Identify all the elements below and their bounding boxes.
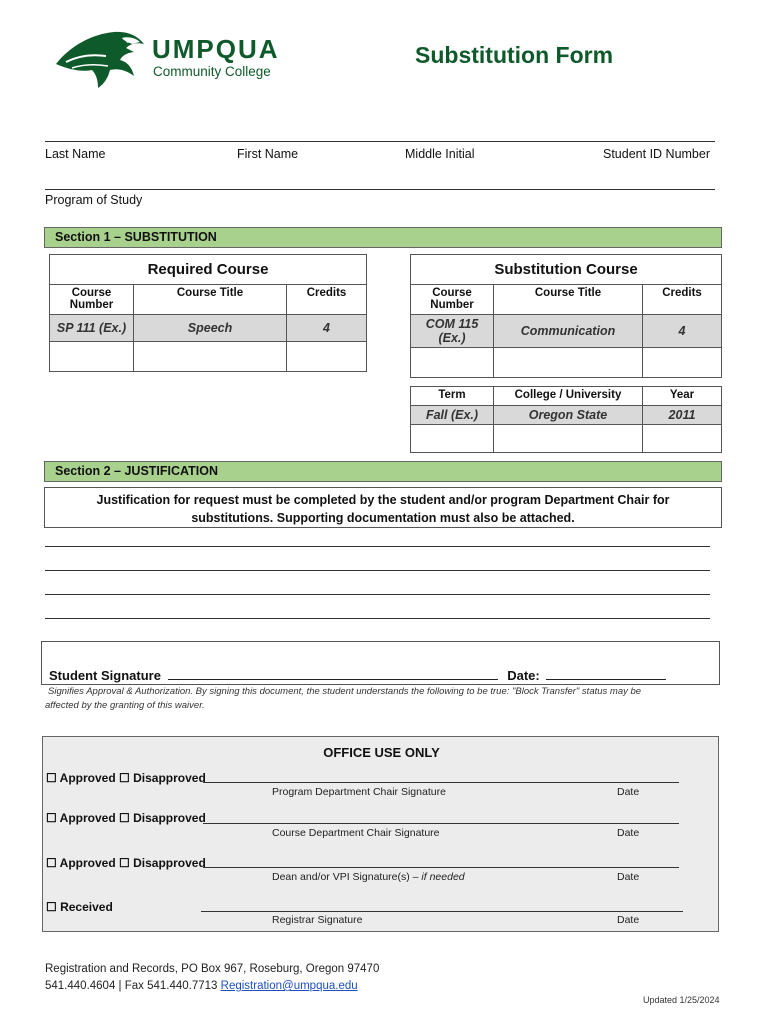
col-course-number: Course Number (50, 285, 134, 315)
input-cell[interactable] (134, 342, 287, 372)
example-cell: Speech (134, 315, 287, 342)
justification-line[interactable] (45, 618, 710, 619)
approval-row (46, 856, 206, 870)
approved-checkbox[interactable]: ☐ Approved (46, 856, 116, 870)
disclaimer-line: Signifies Approval & Authorization. By signing this document, the student understands the following to be true: "Block Transfer" status may be (48, 686, 642, 697)
signature-line[interactable] (203, 823, 679, 824)
example-cell: COM 115 (Ex.) (411, 315, 494, 348)
input-cell[interactable] (494, 348, 643, 378)
col-term: Term (411, 387, 494, 406)
college-subtitle: Community College (153, 64, 271, 79)
example-cell: 4 (287, 315, 367, 342)
required-course-heading: Required Course (50, 255, 367, 285)
date-label: Date (617, 914, 640, 926)
justification-line[interactable] (45, 594, 710, 595)
col-year: Year (643, 387, 722, 406)
input-cell[interactable] (287, 342, 367, 372)
example-cell: SP 111 (Ex.) (50, 315, 134, 342)
program-label: Program of Study (45, 193, 143, 207)
instruction-line: Justification for request must be completed by the student and/or program Department Chair for (96, 493, 670, 507)
name-line[interactable] (45, 140, 715, 142)
date-label: Date (617, 786, 640, 798)
program-line[interactable] (45, 188, 715, 190)
dean-signature-text: Dean and/or VPI Signature(s) – (272, 871, 419, 883)
justification-instructions (44, 487, 722, 528)
footer-contact (45, 980, 358, 992)
example-cell: 2011 (643, 406, 722, 425)
email-link[interactable]: Registration@umpqua.edu (220, 980, 358, 992)
student-signature-field[interactable] (168, 667, 498, 680)
date-label: Date (617, 827, 640, 839)
date-label: Date (617, 871, 640, 883)
section1-bar: Section 1 – SUBSTITUTION (44, 227, 722, 248)
signature-line[interactable] (203, 782, 679, 783)
example-cell: 4 (643, 315, 722, 348)
term-table (410, 386, 722, 453)
input-cell[interactable] (643, 348, 722, 378)
input-cell[interactable] (643, 425, 722, 453)
course-chair-signature-label: Course Department Chair Signature (272, 827, 440, 839)
col-college: College / University (494, 387, 643, 406)
col-course-title: Course Title (134, 285, 287, 315)
student-signature-label: Student Signature (49, 668, 161, 683)
office-use-title: OFFICE USE ONLY (323, 745, 440, 760)
substitution-course-heading: Substitution Course (411, 255, 722, 285)
substitution-course-table (410, 254, 722, 378)
col-credits: Credits (643, 285, 722, 315)
if-needed-note: if needed (421, 871, 465, 883)
input-cell[interactable] (411, 348, 494, 378)
first-name-label: First Name (237, 147, 299, 161)
col-course-number: Course Number (411, 285, 494, 315)
student-id-label: Student ID Number (603, 147, 710, 161)
example-cell: Oregon State (494, 406, 643, 425)
college-name: UMPQUA (152, 34, 280, 64)
approved-checkbox[interactable]: ☐ Approved (46, 811, 116, 825)
disapproved-checkbox[interactable]: ☐ Disapproved (119, 771, 206, 785)
signature-line[interactable] (201, 911, 683, 912)
disapproved-checkbox[interactable]: ☐ Disapproved (119, 811, 206, 825)
approval-row (46, 771, 206, 785)
footer-address: Registration and Records, PO Box 967, Roseburg, Oregon 97470 (45, 963, 380, 975)
date-field[interactable] (546, 667, 666, 680)
disclaimer-line: affected by the granting of this waiver. (45, 700, 205, 711)
required-course-table (49, 254, 367, 372)
signature-line[interactable] (203, 867, 679, 868)
example-cell: Communication (494, 315, 643, 348)
student-signature-row (49, 667, 666, 683)
section2-bar: Section 2 – JUSTIFICATION (44, 461, 722, 482)
program-chair-signature-label: Program Department Chair Signature (272, 786, 446, 798)
input-cell[interactable] (494, 425, 643, 453)
received-checkbox[interactable]: ☐ Received (46, 900, 113, 914)
last-name-label: Last Name (45, 147, 106, 161)
office-use-box (42, 736, 719, 932)
approved-checkbox[interactable]: ☐ Approved (46, 771, 116, 785)
input-cell[interactable] (50, 342, 134, 372)
dean-signature-label (272, 871, 465, 883)
updated-date: Updated 1/25/2024 (643, 995, 720, 1005)
form-title: Substitution Form (415, 42, 614, 68)
eagle-logo-icon (52, 26, 152, 92)
example-cell: Fall (Ex.) (411, 406, 494, 425)
justification-line[interactable] (45, 570, 710, 571)
disapproved-checkbox[interactable]: ☐ Disapproved (119, 856, 206, 870)
col-credits: Credits (287, 285, 367, 315)
input-cell[interactable] (411, 425, 494, 453)
col-course-title: Course Title (494, 285, 643, 315)
approval-row (46, 811, 206, 825)
justification-line[interactable] (45, 546, 710, 547)
registrar-signature-label: Registrar Signature (272, 914, 363, 926)
date-label: Date: (507, 668, 540, 683)
instruction-line: substitutions. Supporting documentation must also be attached. (191, 511, 575, 525)
middle-initial-label: Middle Initial (405, 147, 475, 161)
footer-phone: 541.440.4604 | Fax 541.440.7713 (45, 980, 218, 992)
